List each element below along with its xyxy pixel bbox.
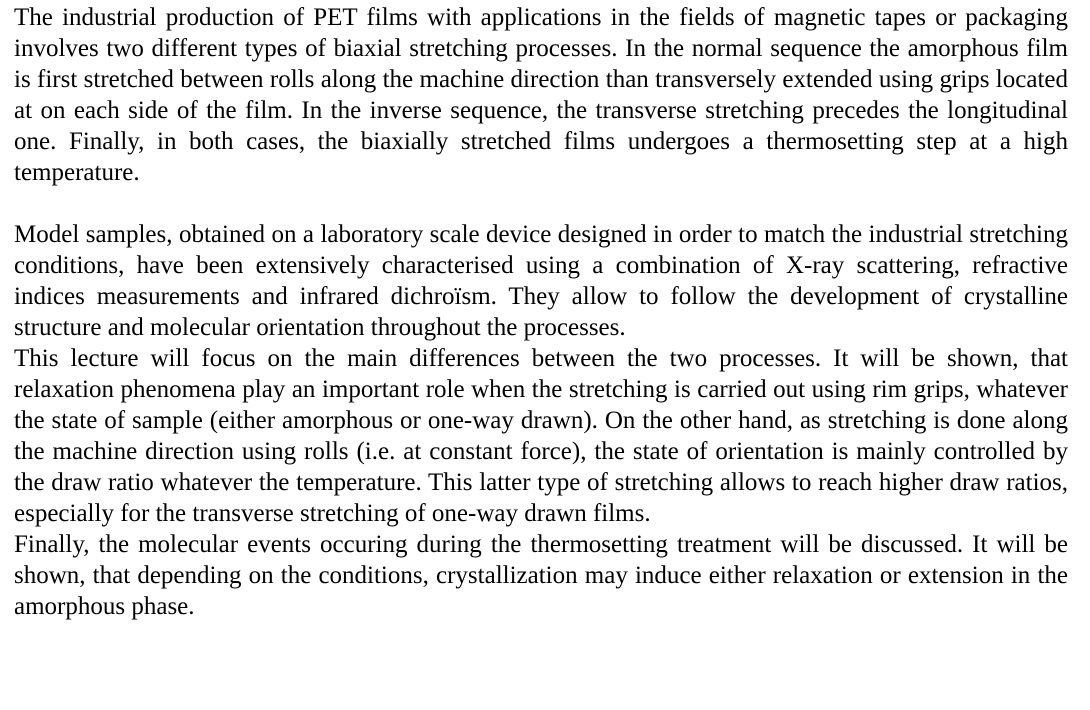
paragraph-lecture-focus: This lecture will focus on the main differences between the two processes. It will be shown, that relaxation phenomena play an important role when the stretching is carried out using rim grips, whatever the state of sample (either amorphous or one-way drawn). On the other hand, as stretching is done along the machine direction using rolls (i.e. at constant force), the state of orientation is mainly controlled by the draw ratio whatever the temperature. This latter type of stretching allows to reach higher draw ratios, especially for the transverse stretching of one-way drawn films. — [14, 345, 1068, 527]
paragraph-introduction: The industrial production of PET films with applications in the fields of magnetic tapes or packaging involves two different types of biaxial stretching processes. In the normal sequence the amorphous film is first stretched between rolls along the machine direction than transversely extended using grips located at on each side of the film. In the inverse sequence, the transverse stretching precedes the longitudinal one. Finally, in both cases, the biaxially stretched films undergoes a thermosetting step at a high temperature. — [14, 4, 1068, 186]
paragraph-thermosetting: Finally, the molecular events occuring during the thermosetting treatment will be discussed. It will be shown, that depending on the conditions, crystallization may induce either relaxation or extension in the amorphous phase. — [14, 531, 1068, 620]
paragraph-model-samples: Model samples, obtained on a laboratory scale device designed in order to match the industrial stretching conditions, have been extensively characterised using a combination of X-ray scattering, refractive indices measurements and infrared dichroïsm. They allow to follow the development of crystalline structure and molecular orientation throughout the processes. — [14, 221, 1068, 341]
document-body — [14, 2, 1068, 622]
paragraph-spacer — [14, 188, 1068, 219]
